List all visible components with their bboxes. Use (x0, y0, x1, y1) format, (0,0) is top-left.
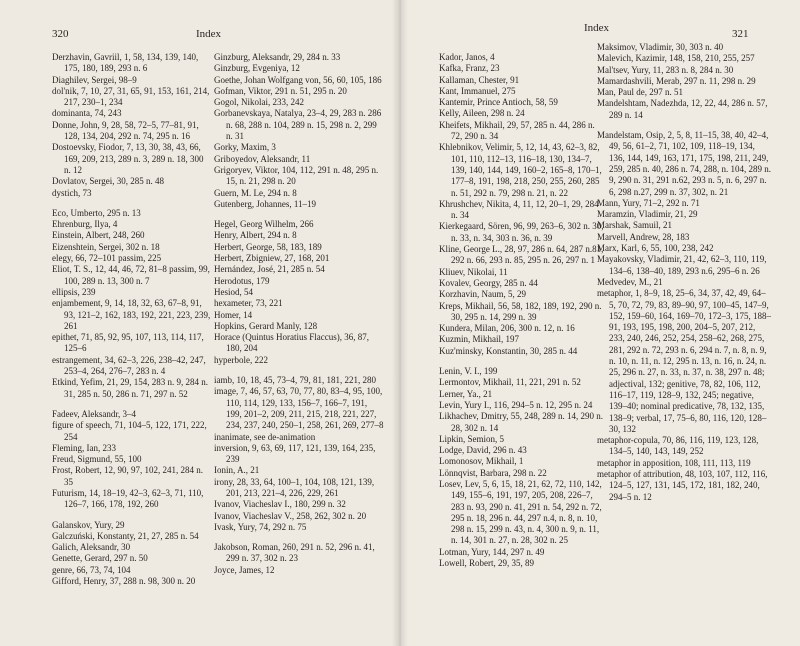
index-entry: Losev, Lev, 5, 6, 15, 18, 21, 62, 72, 110, 142, 149, 155–6, 191, 197, 205, 208, 226–7, 283 n. 93, 290 n. 41, 291 n. 54, 292 n. 72, 295 n. 18, 296 n. 44, 297 n.4, n. 8, n. 10, 298 n. 15, 299 n. 43, n. 4, 300 n. 9, n. 11, n. 14, 301 n. 27, n. 28, 302 n. 25 (439, 478, 602, 546)
index-entry: inversion, 9, 63, 69, 117, 121, 139, 164, 235, 239 (214, 442, 376, 465)
index-entry: elegy, 66, 72–101 passim, 225 (52, 253, 162, 264)
index-entry: Galczuński, Konstanty, 21, 27, 285 n. 54 (52, 530, 199, 541)
index-entry: Fleming, Ian, 233 (52, 442, 116, 453)
index-entry: Eizenshtein, Sergei, 302 n. 18 (52, 241, 160, 252)
index-entry: Ginzburg, Evgeniya, 12 (214, 63, 300, 74)
index-entry: dol'nik, 7, 10, 27, 31, 65, 91, 153, 161, 214, 217, 230–1, 234 (52, 85, 210, 108)
index-entry: Mamardashvili, Merab, 297 n. 11, 298 n. 29 (597, 75, 756, 86)
right-index-column-1 (439, 52, 607, 569)
index-entry: Kantemir, Prince Antioch, 58, 59 (439, 97, 558, 108)
index-entry: Mandelshtam, Nadezhda, 12, 22, 44, 286 n. 57, 289 n. 14 (597, 98, 768, 120)
index-entry: Kreps, Mikhail, 56, 58, 182, 189, 192, 290 n. 30, 295 n. 14, 299 n. 39 (439, 300, 602, 322)
index-entry: Hernández, José, 21, 285 n. 54 (214, 264, 325, 275)
index-entry: Man, Paul de, 297 n. 51 (597, 87, 683, 98)
index-entry: Kelly, Aileen, 298 n. 24 (439, 108, 525, 119)
index-entry: Korzhavin, Naum, 5, 29 (439, 289, 526, 300)
index-entry: Gorbanevskaya, Natalya, 23–4, 29, 283 n. 286 n. 68, 288 n. 104, 289 n. 15, 298 n. 2, 299 n. 31 (214, 108, 382, 142)
index-entry: Homer, 14 (214, 309, 253, 320)
index-entry: Gifford, Henry, 37, 288 n. 98, 300 n. 20 (52, 576, 196, 587)
index-entry: ellipsis, 239 (52, 286, 96, 297)
index-entry: Hegel, Georg Wilhelm, 266 (214, 219, 314, 230)
right-page (400, 0, 800, 646)
index-entry: Ivask, Yury, 74, 292 n. 75 (214, 521, 307, 532)
index-entry: Lipkin, Semion, 5 (439, 433, 504, 444)
index-entry: Eliot, T. S., 12, 44, 46, 72, 81–8 passim, 99, 100, 289 n. 13, 300 n. 7 (52, 264, 210, 286)
index-entry: Lotman, Yury, 144, 297 n. 49 (439, 546, 545, 557)
index-entry: metaphor, 1, 8–9, 18, 25–6, 34, 37, 42, 49, 64–5, 70, 72, 79, 83, 89–90, 97, 100–45, 147–9, 152, 159–60, 164, 169–70, 172–3, 175, 188–91, 193, 195, 198, 200, 204–5, 207, 212, 233, 240, 246, 252, 254, 258–62, 268, 275, 281, 292 n. 72, 293 n. 6, 294 n. 7, n. 8, n. 9, n. 10, n. 11, n. 12, 295 n. 13, n. 16, n. 24, n. 25, 296 n. 27, n. 33, n. 37, n. 38, 297 n. 48; adjectival, 132; genitive, 78, 82, 106, 112, 116–17, 119, 128–9, 132, 245; negative, 139–40; nominal predicative, 78, 132, 135, 138–9; verbal, 17, 75–6, 80, 116, 120, 128–30, 132 (597, 288, 771, 434)
index-entry: Genette, Gerard, 297 n. 50 (52, 553, 148, 564)
index-entry: Grigoryev, Viktor, 104, 112, 291 n. 48, 295 n. 15, n. 21, 298 n. 20 (214, 164, 379, 187)
index-entry: Eco, Umberto, 295 n. 13 (52, 207, 141, 218)
index-entry: dystich, 73 (52, 187, 92, 198)
index-entry: Futurism, 14, 18–19, 42–3, 62–3, 71, 110, 126–7, 166, 178, 192, 260 (52, 487, 204, 510)
index-entry: Ivanov, Viacheslav V., 258, 262, 302 n. 20 (214, 510, 367, 521)
index-entry: Gutenberg, Johannes, 11–19 (214, 198, 316, 209)
left-page-header: Index (196, 28, 222, 40)
index-entry: Lowell, Robert, 29, 35, 89 (439, 558, 534, 569)
index-entry: Goethe, Johan Wolfgang von, 56, 60, 105, 186 (214, 74, 382, 85)
right-page-number: 321 (732, 28, 749, 40)
index-entry: image, 7, 46, 57, 63, 70, 77, 80, 83–4, 95, 100, 110, 114, 129, 133, 156–7, 166–7, 191, 199, 201–2, 209, 211, 215, 218, 221, 227, 234, 237, 240, 250–1, 258, 261, 269, 277–8 (214, 386, 384, 431)
index-entry: Marshak, Samuil, 21 (597, 220, 672, 231)
index-entry: Levin, Yury I., 116, 294–5 n. 12, 295 n. 24 (439, 399, 593, 410)
index-entry: Etkind, Yefim, 21, 29, 154, 283 n. 9, 284 n. 31, 285 n. 50, 286 n. 71, 297 n. 52 (52, 377, 209, 399)
index-entry: Kliuev, Nikolai, 11 (439, 266, 508, 277)
section-gap (52, 511, 212, 520)
index-entry: Lerner, Ya., 21 (439, 388, 493, 399)
index-entry: Kline, George L., 28, 97, 286 n. 64, 287 n.81, 292 n. 66, 293 n. 85, 295 n. 26, 297 n. 1 (439, 244, 604, 266)
index-entry: Kheifets, Mikhail, 29, 57, 285 n. 44, 286 n. 72, 290 n. 34 (439, 119, 595, 142)
index-entry: Ginzburg, Aleksandr, 29, 284 n. 33 (214, 52, 341, 62)
section-gap (597, 121, 772, 130)
index-entry: Medvedev, M., 21 (597, 276, 663, 287)
index-entry: Malevich, Kazimir, 148, 158, 210, 255, 257 (597, 53, 755, 64)
index-entry: Kador, Janos, 4 (439, 52, 495, 62)
index-entry: metaphor in apposition, 108, 111, 113, 119 (597, 457, 751, 468)
index-entry: Fadeev, Aleksandr, 3–4 (52, 408, 137, 419)
section-gap (52, 199, 212, 208)
index-entry: genre, 66, 73, 74, 104 (52, 564, 131, 575)
index-entry: Kallaman, Chester, 91 (439, 74, 520, 85)
index-entry: Kuzmin, Mikhail, 197 (439, 334, 519, 345)
index-entry: Likhachev, Dmitry, 55, 248, 289 n. 14, 290 n. 28, 302 n. 14 (439, 411, 604, 433)
section-gap (214, 210, 384, 219)
index-entry: Kafka, Franz, 23 (439, 63, 500, 74)
index-entry: Kant, Immanuel, 275 (439, 85, 516, 96)
index-entry: Khrushchev, Nikita, 4, 11, 12, 20–1, 29, 284 n. 34 (439, 198, 599, 221)
left-index-column-2 (214, 52, 384, 576)
index-entry: Joyce, James, 12 (214, 564, 275, 575)
index-entry: Galich, Aleksandr, 30 (52, 542, 131, 553)
index-entry: metaphor-copula, 70, 86, 116, 119, 123, 128, 134–5, 140, 143, 149, 252 (597, 435, 759, 457)
index-entry: Marx, Karl, 6, 55, 100, 238, 242 (597, 243, 714, 254)
index-entry: Freud, Sigmund, 55, 100 (52, 454, 142, 465)
index-entry: Lodge, David, 296 n. 43 (439, 445, 527, 456)
index-entry: dominanta, 74, 243 (52, 108, 122, 119)
index-entry: Horace (Quintus Horatius Flaccus), 36, 87, 180, 204 (214, 332, 369, 354)
index-entry: Lomonosov, Mikhail, 1 (439, 456, 524, 467)
index-entry: Mandelstam, Osip, 2, 5, 8, 11–15, 38, 40, 42–4, 49, 56, 61–2, 71, 102, 109, 118–19, 134, 136, 144, 149, 163, 171, 175, 198, 211, 249, 259, 285 n. 40, 286 n. 74, 288, n. 104, 289 n. 9, 290 n. 31, 291 n.62, 293 n. 5, n. 6, 297 n. 6, 298 n.27, 299 n. 37, 302, n. 21 (597, 130, 771, 197)
index-entry: Diaghilev, Sergei, 98–9 (52, 74, 137, 85)
index-entry: Dovlatov, Sergei, 30, 285 n. 48 (52, 176, 164, 187)
section-gap (52, 400, 212, 409)
index-entry: Kundera, Milan, 206, 300 n. 12, n. 16 (439, 323, 575, 334)
left-index-column-1 (52, 52, 212, 587)
index-entry: irony, 28, 33, 64, 100–1, 104, 108, 121, 139, 201, 213, 221–4, 226, 229, 261 (214, 476, 375, 498)
index-entry: Kierkegaard, Sören, 96, 99, 263–6, 302 n. 30, n. 33, n. 34, 303 n. 36, n. 39 (439, 221, 604, 243)
index-entry: Donne, John, 9, 28, 58, 72–5, 77–81, 91, 128, 134, 204, 292 n. 74, 295 n. 16 (52, 119, 199, 142)
section-gap (214, 366, 384, 375)
index-entry: inanimate, see de-animation (214, 431, 316, 442)
index-entry: Jakobson, Roman, 260, 291 n. 52, 296 n. 41, 299 n. 37, 302 n. 23 (214, 542, 375, 564)
index-entry: Guern, M. Le, 294 n. 8 (214, 187, 297, 198)
index-entry: Ionin, A., 21 (214, 465, 260, 476)
index-entry: iamb, 10, 18, 45, 73–4, 79, 81, 181, 221, 280 (214, 375, 376, 386)
index-entry: metaphor of attribution, 48, 103, 107, 112, 116, 124–5, 127, 131, 145, 172, 181, 182, 240, 294–5 n. 12 (597, 468, 768, 502)
index-entry: Dostoevsky, Fiodor, 7, 13, 30, 38, 43, 66, 169, 209, 213, 289 n. 3, 289 n. 18, 300 n. 12 (52, 142, 204, 175)
index-entry: Hesiod, 54 (214, 286, 253, 297)
index-entry: Lermontov, Mikhail, 11, 221, 291 n. 52 (439, 377, 581, 388)
index-entry: hexameter, 73, 221 (214, 298, 283, 309)
index-entry: Griboyedov, Aleksandr, 11 (214, 153, 311, 164)
left-page-number: 320 (52, 28, 69, 40)
index-entry: Ivanov, Viacheslav I., 180, 299 n. 32 (214, 499, 346, 510)
index-entry: epithet, 71, 85, 92, 95, 107, 113, 114, 117, 125–6 (52, 332, 204, 354)
index-entry: Einstein, Albert, 248, 260 (52, 230, 145, 241)
right-index-column-2 (597, 42, 772, 503)
index-entry: Frost, Robert, 12, 90, 97, 102, 241, 284 n. 35 (52, 465, 204, 487)
index-entry: Maramzin, Vladimir, 21, 29 (597, 209, 698, 220)
index-entry: Lenin, V. I., 199 (439, 366, 498, 377)
right-page-header: Index (584, 22, 610, 34)
index-entry: Galanskov, Yury, 29 (52, 519, 125, 530)
index-entry: Mal'tsev, Yury, 11, 283 n. 8, 284 n. 30 (597, 64, 734, 75)
index-entry: Khlebnikov, Velimir, 5, 12, 14, 43, 62–3, 82, 101, 110, 112–13, 116–18, 130, 134–7, 139, 140, 144, 149, 160–2, 165–8, 170–1, 177–8, 191, 198, 218, 250, 255, 260, 285 n. 51, 292 n. 79, 298 n. 21, n. 22 (439, 142, 602, 198)
index-entry: Gofman, Viktor, 291 n. 51, 295 n. 20 (214, 85, 347, 96)
book-gutter (392, 0, 408, 646)
index-entry: Gorky, Maxim, 3 (214, 142, 276, 153)
index-entry: Ehrenburg, Ilya, 4 (52, 219, 118, 230)
index-entry: Gogol, Nikolai, 233, 242 (214, 97, 304, 108)
index-entry: Derzhavin, Gavriil, 1, 58, 134, 139, 140, 175, 180, 189, 293 n. 6 (52, 52, 199, 74)
index-entry: Henry, Albert, 294 n. 8 (214, 230, 297, 241)
index-entry: Lönnqvist, Barbara, 298 n. 22 (439, 467, 547, 478)
index-entry: enjambement, 9, 14, 18, 32, 63, 67–8, 91, 93, 121–2, 162, 183, 192, 221, 223, 239, 261 (52, 298, 211, 331)
index-entry: hyperbole, 222 (214, 354, 268, 365)
index-entry: estrangement, 34, 62–3, 226, 238–42, 247, 253–4, 264, 276–7, 283 n. 4 (52, 354, 206, 377)
section-gap (439, 357, 607, 366)
index-entry: Herbert, Zbigniew, 27, 168, 201 (214, 253, 330, 264)
index-entry: Marvell, Andrew, 28, 183 (597, 231, 690, 242)
index-entry: Herodotus, 179 (214, 275, 270, 286)
index-entry: Mayakovsky, Vladimir, 21, 42, 62–3, 110, 119, 134–6, 138–40, 189, 293 n.6, 295–6 n. 26 (597, 254, 767, 276)
section-gap (214, 533, 384, 542)
index-entry: Mann, Yury, 71–2, 292 n. 71 (597, 197, 700, 208)
index-entry: figure of speech, 71, 104–5, 122, 171, 222, 254 (52, 420, 207, 442)
index-entry: Kovalev, Georgy, 285 n. 44 (439, 277, 538, 288)
index-entry: Hopkins, Gerard Manly, 128 (214, 320, 318, 331)
index-entry: Herbert, George, 58, 183, 189 (214, 241, 322, 252)
index-entry: Kuz'minsky, Konstantin, 30, 285 n. 44 (439, 345, 578, 356)
index-entry: Maksimov, Vladimir, 30, 303 n. 40 (597, 42, 724, 52)
